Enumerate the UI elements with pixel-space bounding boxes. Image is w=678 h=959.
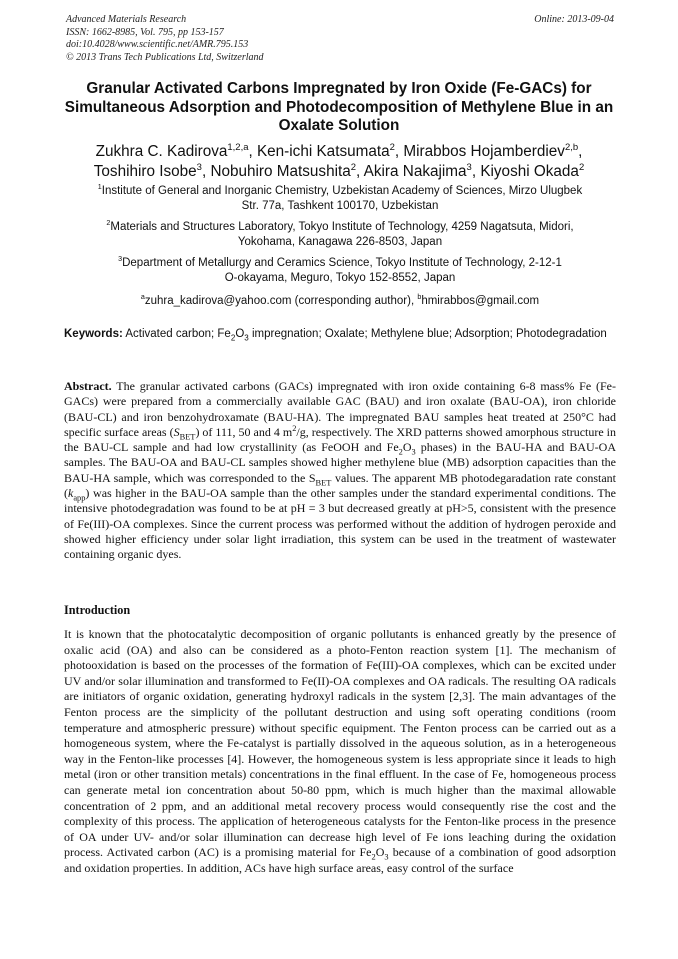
keywords-text: Activated carbon; Fe	[125, 328, 231, 340]
journal-name: Advanced Materials Research	[66, 14, 187, 25]
affiliation	[66, 184, 614, 215]
abstract-symbol: k	[68, 486, 74, 501]
author-name: Zukhra C. Kadirova	[95, 143, 228, 160]
introduction-body	[64, 627, 616, 877]
abstract-text: values. The apparent MB photodegaradation rate constant (	[64, 470, 616, 501]
author-name: Ken-ichi Katsumata	[256, 143, 390, 160]
introduction-sub: 3	[384, 852, 389, 862]
author-sup: 2,b	[564, 141, 579, 153]
affiliation-line: Department of Metallurgy and Ceramics Science, Tokyo Institute of Technology, 2-12-1	[122, 257, 562, 269]
introduction-sub: 2	[371, 852, 376, 862]
affiliation-sup: 1	[97, 183, 102, 192]
online-date: Online: 2013-09-04	[534, 14, 614, 25]
affiliation-line: Str. 77a, Tashkent 100170, Uzbekistan	[241, 200, 439, 213]
author-name: Kiyoshi Okada	[480, 162, 579, 180]
keywords-sub: 2	[230, 333, 236, 343]
abstract-text: ) of 111, 50 and 4 m	[195, 424, 293, 439]
author-name: Toshihiro Isobe	[93, 162, 197, 180]
email-line	[66, 294, 614, 309]
abstract-sub: BET	[179, 432, 196, 442]
email-second[interactable]: hmirabbos@gmail.com	[421, 295, 540, 307]
author-list: Zukhra C. Kadirova$^{1,2,a}$, Ken-ichi Katsumata$^2$, Mirabbos Hojamberdiev$^{2,b}$, Toshihiro Isobe$^3$, Nobuhiro Matsushita$^2$, Akira Nakajima$^3$, Kiyoshi Okada$^2$	[93, 141, 585, 180]
email-sup: a	[140, 293, 145, 302]
email-corresponding[interactable]: zuhra_kadirova@yahoo.com (corresponding author),	[144, 295, 415, 307]
author-sup: 2	[350, 161, 357, 173]
introduction-text: It is known that the photocatalytic decomposition of organic pollutants is enhanced greatly by the presence of oxalic acid (OA) and also can be considered as a photo-Fenton reaction system [1]. The mechanism of photooxidation is based on the processes of the formation of Fe(III)-OA complexes, which can be excited under UV and/or solar illumination and transformed to Fe(II)-OA complexes and OA radicals. The resulting OA radicals are initiators of organic oxidation, generating hydroxyl radicals in the system [2,3]. The main advantages of the Fenton process are the simplicity of the pollutant destruction and using soft operating conditions (room temperature and atmospheric pressure) without specific equipment. The Fenton process can be carried out as a homogeneous system, where the Fe-catalyst is partially dissolved in the aqueous solution, as in a heterogeneous way in the Fenton-like processes [4]. However, the homogeneous system is less appropriate since it leads to high metal (iron or other transition metals) concentrations in the final effluent. In the case of Fe, homogeneous process can generate metal ion concentration about 50-80 ppm, which is much higher than the maximal allowable concentration of 2 ppm, and an additional metal recovery process would consequently rise the cost and the complexity of this process. The application of heterogeneous catalysts for the Fenton-like process in the presence of OA under UV- and/or solar illumination can decrease high level of Fe ions leaching during the oxidation process. Activated carbon (AC) is a promising material for Fe	[64, 627, 616, 860]
abstract-sub: 2	[398, 447, 403, 457]
affiliation-line: Institute of General and Inorganic Chemistry, Uzbekistan Academy of Sciences, Mirzo Ulugbek	[101, 185, 583, 197]
affiliation-line: O-okayama, Meguro, Tokyo 152-8552, Japan	[224, 272, 456, 285]
author-sup: 3	[196, 161, 202, 173]
introduction-text: O	[375, 845, 385, 860]
abstract-sup: 2	[292, 423, 297, 433]
section-heading-introduction: Introduction	[64, 603, 131, 617]
author-sup: 1,2,a	[227, 141, 249, 153]
affiliation-line: Materials and Structures Laboratory, Tokyo Institute of Technology, 4259 Nagatsuta, Midori,	[110, 221, 574, 233]
doi-line: doi:10.4028/www.scientific.net/AMR.795.153	[66, 39, 249, 50]
affiliation-line: Yokohama, Kanagawa 226-8503, Japan	[237, 236, 443, 249]
abstract-text: /g, respectively. The XRD patterns showed amorphous structure in the BAU-CL sample and had low crystallinity (as FeOOH and Fe	[64, 424, 617, 455]
keywords-text: impregnation; Oxalate; Methylene blue; Adsorption; Photodegradation	[251, 328, 607, 340]
email-sup: b	[417, 293, 422, 302]
paper-title: Granular Activated Carbons Impregnated by Iron Oxide (Fe-GACs) for Simultaneous Adsorption and Photodecomposition of Methylene Blue in an Oxalate Solution	[64, 80, 614, 134]
affiliation-sup: 2	[106, 219, 111, 228]
keywords	[64, 327, 616, 343]
author-sup: 2	[389, 141, 395, 153]
author-name: Nobuhiro Matsushita	[210, 162, 351, 180]
introduction-text: because of a combination of good adsorption and oxidation properties. In addition, ACs have high surface areas, easy control of the surface	[64, 845, 616, 875]
author-sup: 2	[578, 161, 585, 173]
abstract	[64, 379, 616, 563]
abstract-symbol: S	[173, 424, 180, 439]
author-sup: 3	[466, 161, 472, 173]
affiliation-sup: 3	[118, 255, 123, 264]
keywords-label: Keywords:	[64, 328, 123, 340]
abstract-text: ) was higher in the BAU-OA sample than the other samples under the standard experimental conditions. The intensive photodegradation was found to be at pH = 3 but decreased greatly at pH>5, consistent with the presence of Fe(III)-OA complexes. Since the current process was performed without the addition of hydrogen peroxide and showed higher efficiency under solar light irradiation, this system can be used in the treatment of wastewater containing organic dyes.	[64, 486, 616, 562]
keywords-text: O	[235, 328, 245, 340]
author-name: Akira Nakajima	[363, 162, 467, 180]
abstract-sub: BET	[315, 478, 332, 488]
keywords-sub: 3	[244, 333, 249, 343]
affiliation	[66, 256, 614, 287]
author-name: Mirabbos Hojamberdiev	[403, 143, 565, 160]
abstract-sub: app	[73, 493, 86, 503]
journal-header	[66, 14, 614, 64]
abstract-label: Abstract.	[64, 379, 112, 393]
abstract-text: O	[402, 440, 412, 455]
abstract-text: The granular activated carbons (GACs) impregnated with iron oxide containing 6-8 mass% Fe (Fe-GACs) were prepared from a commercially available GAC (BAU) and iron oxalate (BAU-OA), iron chloride (BAU-CL) and iron benzohydroxamate (BAU-HA). The impregnated BAU samples heat treated at 250°C had specific surface areas (	[64, 379, 616, 439]
affiliation	[66, 220, 614, 251]
abstract-text: phases) in the BAU-HA and BAU-OA samples. The BAU-OA and BAU-CL samples showed higher methylene blue (MB) adsorption capacities than the BAU-HA sample, which was corresponded to the S	[64, 440, 616, 485]
copyright-line: © 2013 Trans Tech Publications Ltd, Switzerland	[66, 51, 264, 63]
issn-line: ISSN: 1662-8985, Vol. 795, pp 153-157	[66, 26, 224, 38]
abstract-sub: 3	[411, 447, 416, 457]
